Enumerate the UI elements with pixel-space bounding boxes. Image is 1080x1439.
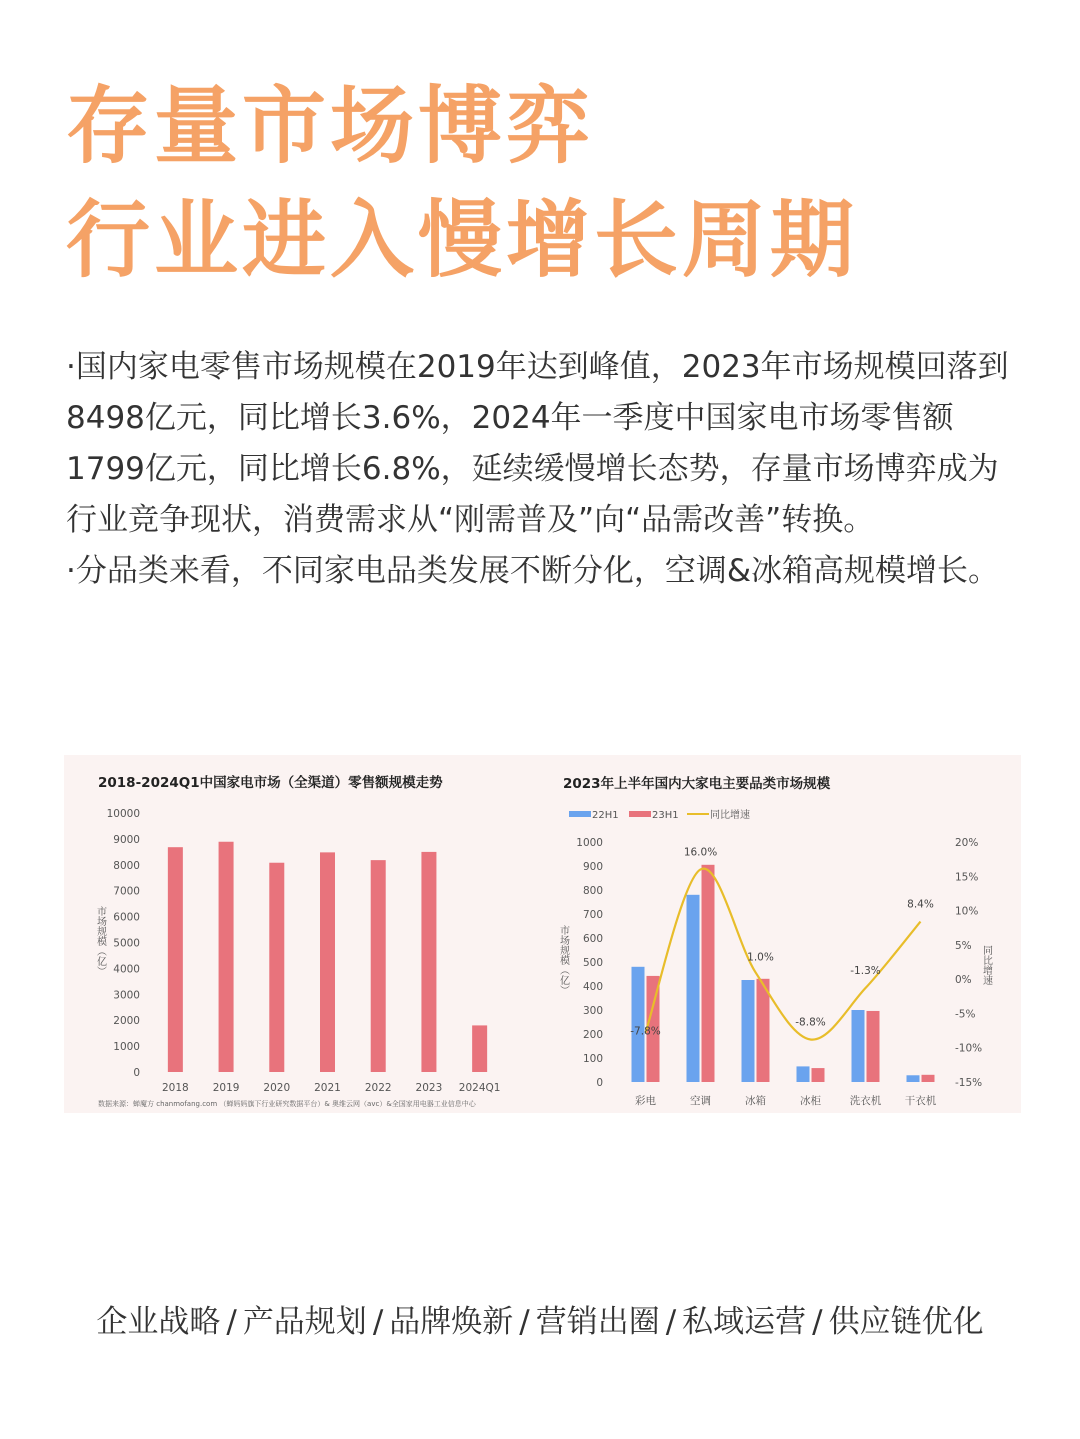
chart2-bar-22H1-冰箱 [742,980,755,1082]
chart2-legend-swatch [629,811,651,817]
chart2-xtick-label: 洗衣机 [849,1095,882,1107]
footer-tag: 品牌焕新 [389,1304,514,1340]
chart2-y2tick-label: -5% [955,1008,976,1021]
chart2-bar-23H1-空调 [702,865,715,1082]
chart1-ytick-label: 9000 [113,833,140,846]
footer-separator: / [812,1304,823,1340]
chart2-bar-23H1-冰柜 [812,1068,825,1082]
chart1-bar-2022 [371,860,386,1072]
chart2-legend-swatch [569,811,591,817]
chart2-ytick-label: 100 [582,1053,603,1065]
chart2-bar-23H1-干衣机 [922,1075,935,1082]
chart2-bar-22H1-彩电 [632,967,645,1082]
chart2-y2tick-label: 10% [955,905,979,918]
chart1-ytick-label: 5000 [113,937,140,950]
chart1-ytick-label: 8000 [113,859,140,872]
chart2-legend-label: 23H1 [652,810,679,821]
chart2-title: 2023年上半年国内大家电主要品类市场规模 [563,776,831,792]
chart2-growth-label: -8.8% [795,1016,826,1029]
chart2-ylabel: 市场规模（亿） [557,925,569,995]
chart2-xtick-label: 空调 [690,1095,711,1107]
chart1-xtick-label: 2020 [263,1082,291,1094]
chart1-ylabel: 市场规模（亿） [94,906,106,976]
chart1-xtick-label: 2021 [314,1082,341,1094]
title-line-1: 存量市场博弈 [66,77,595,175]
chart2-y2tick-label: 15% [955,871,979,884]
chart2-growth-label: -1.3% [850,965,881,978]
footer-tag: 供应链优化 [828,1304,984,1340]
chart2-ytick-label: 600 [582,933,603,945]
footer-tag: 私域运营 [682,1304,807,1340]
chart2-bar-23H1-洗衣机 [867,1011,880,1082]
chart1-xtick-label: 2023 [415,1082,443,1094]
chart2-legend-label: 同比增速 [710,810,750,821]
chart2-growth-label: -7.8% [630,1025,661,1038]
chart1-source: 数据来源：蝉魔方 chanmofang.com （蝉妈妈旗下行业研究数据平台）& 奥维云网（avc）&全国家用电器工业信息中心 [98,1100,476,1108]
chart2-bar-22H1-干衣机 [907,1075,920,1082]
chart2-y2tick-label: 20% [955,837,979,849]
chart1-ytick-label: 3000 [113,989,140,1002]
chart2-xtick-label: 彩电 [635,1095,656,1107]
chart1-ytick-label: 10000 [106,808,140,820]
chart2-ytick-label: 800 [582,885,603,897]
chart1-xtick-label: 2024Q1 [458,1082,501,1094]
chart2-ytick-label: 0 [596,1077,603,1089]
chart2-ytick-label: 500 [582,957,603,969]
chart1-ytick-label: 0 [133,1067,140,1079]
chart2-ytick-label: 400 [582,981,603,993]
footer-tag: 企业战略 [96,1304,221,1340]
chart-panel [64,755,1021,1113]
chart1-xtick-label: 2019 [212,1082,240,1094]
chart2-y2tick-label: 0% [955,974,972,987]
footer-separator: / [372,1304,384,1340]
chart2-growth-label: 1.0% [747,951,774,964]
title-line-2: 行业进入慢增长周期 [66,191,859,289]
chart2-bar-22H1-空调 [687,895,700,1082]
chart1-bar-2024Q1 [472,1025,487,1072]
chart1-bar-2023 [421,852,436,1072]
chart2-ytick-label: 200 [582,1029,603,1041]
chart2-y2tick-label: -10% [955,1042,983,1055]
body-text [66,342,1016,597]
footer-tag: 产品规划 [242,1304,367,1340]
chart1-ytick-label: 1000 [113,1041,140,1054]
chart2-y2label: 同比增速 [980,945,992,985]
chart2-y2tick-label: 5% [955,939,972,952]
chart1-ytick-label: 4000 [113,963,140,976]
footer-separator: / [226,1304,237,1340]
chart1-ytick-label: 7000 [113,885,140,898]
chart1-xtick-label: 2022 [364,1082,392,1094]
chart2-growth-label: 16.0% [683,846,718,859]
chart2-ytick-label: 900 [582,861,603,873]
chart2-xtick-label: 干衣机 [904,1095,937,1107]
paragraph-2: ·分品类来看，不同家电品类发展不断分化，空调&冰箱高规模增长。 [66,553,1000,589]
chart2-legend-label: 22H1 [592,810,619,821]
footer-tags [0,1296,1080,1341]
chart2-ytick-label: 1000 [576,837,603,849]
chart2-ytick-label: 300 [582,1005,603,1017]
chart1-ytick-label: 2000 [113,1015,140,1028]
chart1-title: 2018-2024Q1中国家电市场（全渠道）零售额规模走势 [98,775,443,791]
chart2-ytick-label: 700 [582,909,603,921]
charts-svg [64,755,1021,1113]
chart1-ytick-label: 6000 [113,911,140,924]
chart2-bar-23H1-冰箱 [757,979,770,1082]
chart2-xtick-label: 冰箱 [745,1095,766,1107]
chart1-bar-2018 [168,847,183,1072]
chart2-bar-22H1-洗衣机 [852,1010,865,1082]
footer-separator: / [519,1304,530,1340]
chart1-xtick-label: 2018 [161,1082,189,1094]
chart2-bar-22H1-冰柜 [797,1066,810,1082]
footer-tag: 营销出圈 [535,1304,660,1340]
chart1-bar-2021 [320,852,335,1072]
chart2-xtick-label: 冰柜 [800,1095,821,1107]
chart2-y2tick-label: -15% [955,1077,983,1089]
chart2-growth-label: 8.4% [907,898,934,911]
chart1-bar-2020 [269,863,284,1072]
paragraph-1: ·国内家电零售市场规模在2019年达到峰值，2023年市场规模回落到8498亿元，同比增长3.6%，2024年一季度中国家电市场零售额1799亿元，同比增长6.8%，延续缓慢增长态势，存量市场博弈成为行业竞争现状，消费需求从“刚需普及”向“品需改善”转换。 [66,349,1009,538]
chart1-bar-2019 [219,842,234,1072]
footer-separator: / [665,1304,677,1340]
